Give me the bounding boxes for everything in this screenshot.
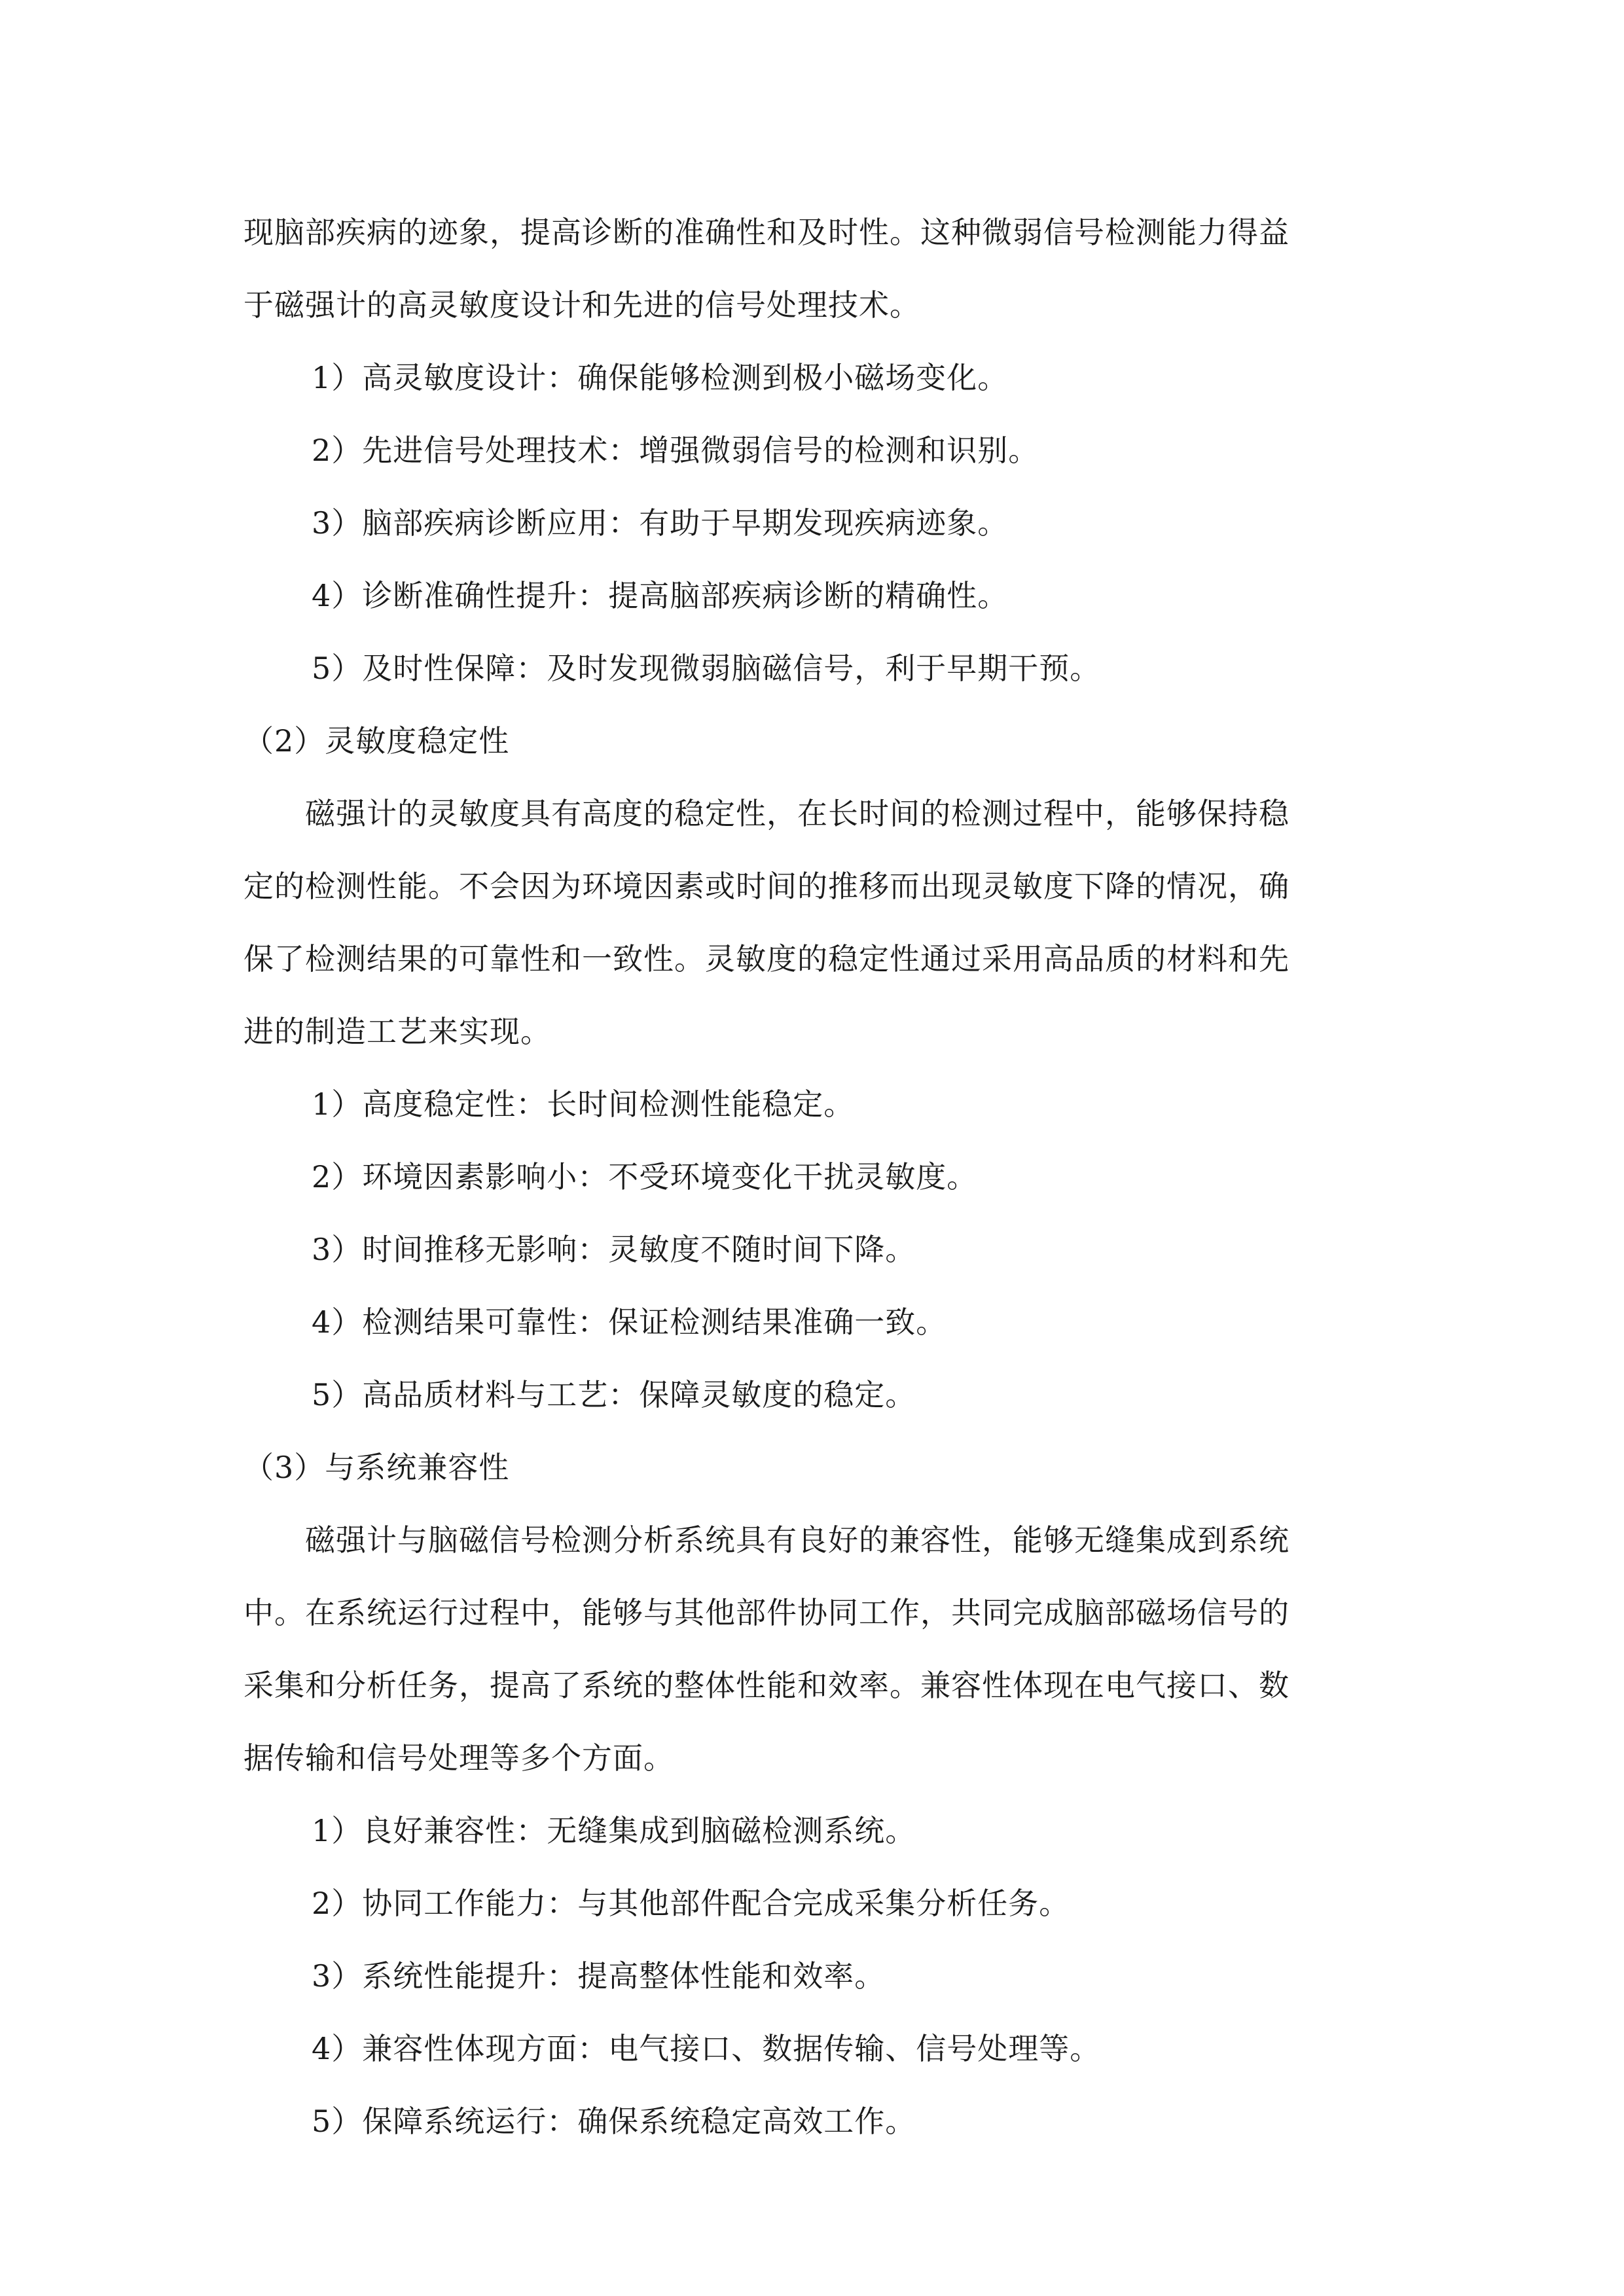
list-item: 3）脑部疾病诊断应用：有助于早期发现疾病迹象。: [312, 505, 1009, 541]
paragraph-line: 于磁强计的高灵敏度设计和先进的信号处理技术。: [244, 287, 920, 323]
list-item: 5）高品质材料与工艺：保障灵敏度的稳定。: [312, 1377, 916, 1412]
paragraph-line: 定的检测性能。不会因为环境因素或时间的推移而出现灵敏度下降的情况，确: [244, 869, 1290, 904]
list-item: 5）及时性保障：及时发现微弱脑磁信号，利于早期干预。: [312, 651, 1101, 686]
page-content: [244, 196, 1382, 2158]
paragraph-line: 保了检测结果的可靠性和一致性。灵敏度的稳定性通过采用高品质的材料和先: [244, 941, 1290, 977]
paragraph-line: 采集和分析任务，提高了系统的整体性能和效率。兼容性体现在电气接口、数: [244, 1668, 1290, 1703]
list-item: 2）环境因素影响小：不受环境变化干扰灵敏度。: [312, 1159, 978, 1194]
list-item: 3）系统性能提升：提高整体性能和效率。: [312, 1958, 886, 1994]
paragraph-line: 中。在系统运行过程中，能够与其他部件协同工作，共同完成脑部磁场信号的: [244, 1595, 1290, 1630]
list-item: 1）高灵敏度设计：确保能够检测到极小磁场变化。: [312, 360, 1009, 395]
section-heading: （2）灵敏度稳定性: [244, 723, 510, 759]
paragraph-line: 磁强计的灵敏度具有高度的稳定性，在长时间的检测过程中，能够保持稳: [244, 796, 1290, 831]
list-item: 3）时间推移无影响：灵敏度不随时间下降。: [312, 1232, 916, 1267]
list-item: 2）协同工作能力：与其他部件配合完成采集分析任务。: [312, 1886, 1070, 1921]
list-item: 4）兼容性体现方面：电气接口、数据传输、信号处理等。: [312, 2031, 1101, 2066]
list-item: 4）诊断准确性提升：提高脑部疾病诊断的精确性。: [312, 578, 1009, 613]
list-item: 5）保障系统运行：确保系统稳定高效工作。: [312, 2104, 916, 2139]
paragraph-line: 进的制造工艺来实现。: [244, 1014, 551, 1049]
list-item: 4）检测结果可靠性：保证检测结果准确一致。: [312, 1304, 947, 1340]
paragraph-line: 现脑部疾病的迹象，提高诊断的准确性和及时性。这种微弱信号检测能力得益: [244, 215, 1290, 250]
list-item: 1）高度稳定性：长时间检测性能稳定。: [312, 1086, 855, 1122]
section-heading: （3）与系统兼容性: [244, 1450, 510, 1485]
paragraph-line: 磁强计与脑磁信号检测分析系统具有良好的兼容性，能够无缝集成到系统: [244, 1522, 1290, 1558]
paragraph-line: 据传输和信号处理等多个方面。: [244, 1740, 674, 1776]
list-item: 2）先进信号处理技术：增强微弱信号的检测和识别。: [312, 433, 1039, 468]
list-item: 1）良好兼容性：无缝集成到脑磁检测系统。: [312, 1813, 916, 1848]
